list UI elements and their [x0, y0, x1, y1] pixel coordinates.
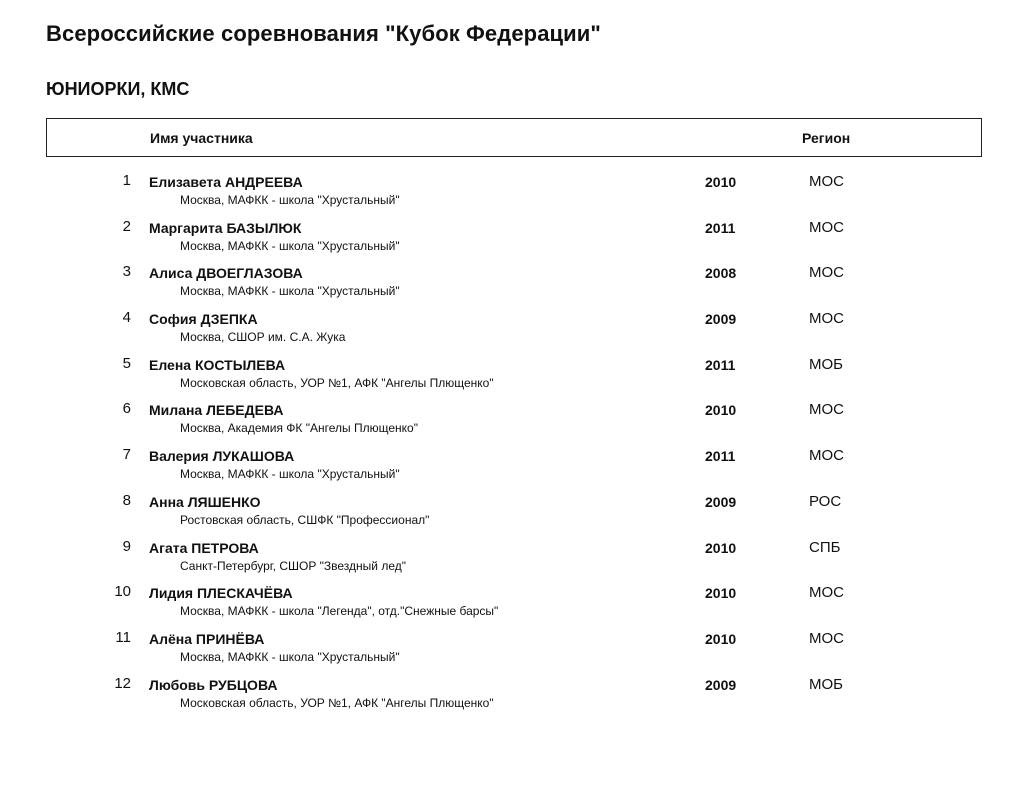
participant-name: Алёна ПРИНЁВА — [149, 630, 265, 647]
participant-club: Москва, Академия ФК "Ангелы Плющенко" — [180, 421, 418, 436]
document-title: Всероссийские соревнования "Кубок Федерации" — [46, 21, 601, 46]
participant-rank: 7 — [122, 446, 131, 464]
participant-birth-year: 2009 — [705, 676, 737, 693]
participant-row — [0, 492, 1012, 538]
participant-row — [0, 400, 1012, 446]
participant-row — [0, 629, 1012, 675]
participant-birth-year: 2010 — [705, 402, 737, 419]
participant-region: МОБ — [809, 675, 844, 693]
participant-birth-year: 2010 — [705, 174, 737, 190]
participant-rank: 8 — [122, 491, 131, 509]
participant-rank: 10 — [114, 583, 131, 601]
participant-region: МОС — [809, 584, 844, 602]
participant-name: Маргарита БАЗЫЛЮК — [149, 219, 302, 236]
participant-region: СПБ — [809, 538, 841, 556]
participant-club: Москва, МАФКК - школа "Хрустальный" — [180, 467, 400, 482]
participant-birth-year: 2011 — [705, 448, 736, 465]
participant-birth-year: 2010 — [705, 585, 737, 602]
category-heading: ЮНИОРКИ, КМС — [46, 79, 190, 99]
participant-name: София ДЗЕПКА — [149, 311, 258, 328]
participant-club: Москва, МАФКК - школа "Легенда", отд."Снежные барсы" — [180, 604, 499, 619]
participant-club: Москва, МАФКК - школа "Хрустальный" — [180, 193, 400, 207]
participant-region: МОС — [809, 629, 844, 647]
participant-club: Москва, МАФКК - школа "Хрустальный" — [180, 284, 400, 299]
participant-birth-year: 2011 — [705, 356, 736, 373]
participant-birth-year: 2009 — [705, 493, 737, 510]
participant-region: МОС — [809, 218, 844, 236]
participant-name: Любовь РУБЦОВА — [149, 676, 278, 693]
participant-club: Москва, МАФКК - школа "Хрустальный" — [180, 238, 400, 253]
participant-name: Лидия ПЛЕСКАЧЁВА — [149, 585, 293, 602]
participant-rank: 11 — [115, 628, 131, 646]
participant-list — [0, 172, 1012, 720]
participant-rank: 3 — [122, 263, 131, 281]
participant-club: Москва, СШОР им. С.А. Жука — [180, 330, 346, 345]
participant-club: Санкт-Петербург, СШОР "Звездный лед" — [180, 558, 407, 573]
participant-rank: 9 — [122, 537, 131, 555]
participant-row — [0, 446, 1012, 492]
participant-club: Московская область, УОР №1, АФК "Ангелы Плющенко" — [180, 695, 494, 710]
participant-birth-year: 2010 — [705, 539, 737, 556]
participant-rank: 6 — [122, 400, 131, 418]
participant-name: Анна ЛЯШЕНКО — [149, 493, 261, 510]
table-header — [46, 118, 982, 157]
participant-rank: 5 — [122, 354, 131, 372]
participant-region: МОС — [809, 401, 844, 419]
participant-rank: 1 — [122, 172, 131, 189]
column-header-region: Регион — [802, 130, 851, 146]
participant-region: МОС — [809, 264, 844, 282]
participant-row — [0, 675, 1012, 721]
participant-club: Москва, МАФКК - школа "Хрустальный" — [180, 649, 400, 664]
participant-rank: 2 — [122, 217, 131, 235]
column-header-name: Имя участника — [150, 130, 253, 146]
participant-row — [0, 263, 1012, 309]
participant-region: РОС — [809, 492, 842, 510]
participant-birth-year: 2009 — [705, 311, 737, 328]
participant-row — [0, 355, 1012, 401]
participant-row — [0, 309, 1012, 355]
participant-club: Московская область, УОР №1, АФК "Ангелы Плющенко" — [180, 375, 494, 390]
participant-region: МОС — [809, 310, 844, 328]
participant-birth-year: 2010 — [705, 630, 737, 647]
participant-region: МОС — [809, 173, 844, 190]
participant-region: МОБ — [809, 355, 844, 373]
participant-name: Алиса ДВОЕГЛАЗОВА — [149, 265, 303, 282]
participant-row — [0, 583, 1012, 629]
participant-row — [0, 172, 1012, 218]
participant-name: Елена КОСТЫЛЕВА — [149, 356, 286, 373]
participant-name: Агата ПЕТРОВА — [149, 539, 259, 556]
participant-row — [0, 218, 1012, 264]
participant-row — [0, 538, 1012, 584]
participant-region: МОС — [809, 447, 844, 465]
participant-name: Валерия ЛУКАШОВА — [149, 448, 295, 465]
participant-name: Елизавета АНДРЕЕВА — [149, 174, 303, 190]
participant-birth-year: 2008 — [705, 265, 737, 282]
participant-rank: 12 — [114, 674, 131, 692]
participant-birth-year: 2011 — [705, 219, 736, 236]
participant-rank: 4 — [122, 309, 131, 327]
participant-club: Ростовская область, СШФК "Профессионал" — [180, 512, 430, 527]
participant-name: Милана ЛЕБЕДЕВА — [149, 402, 284, 419]
